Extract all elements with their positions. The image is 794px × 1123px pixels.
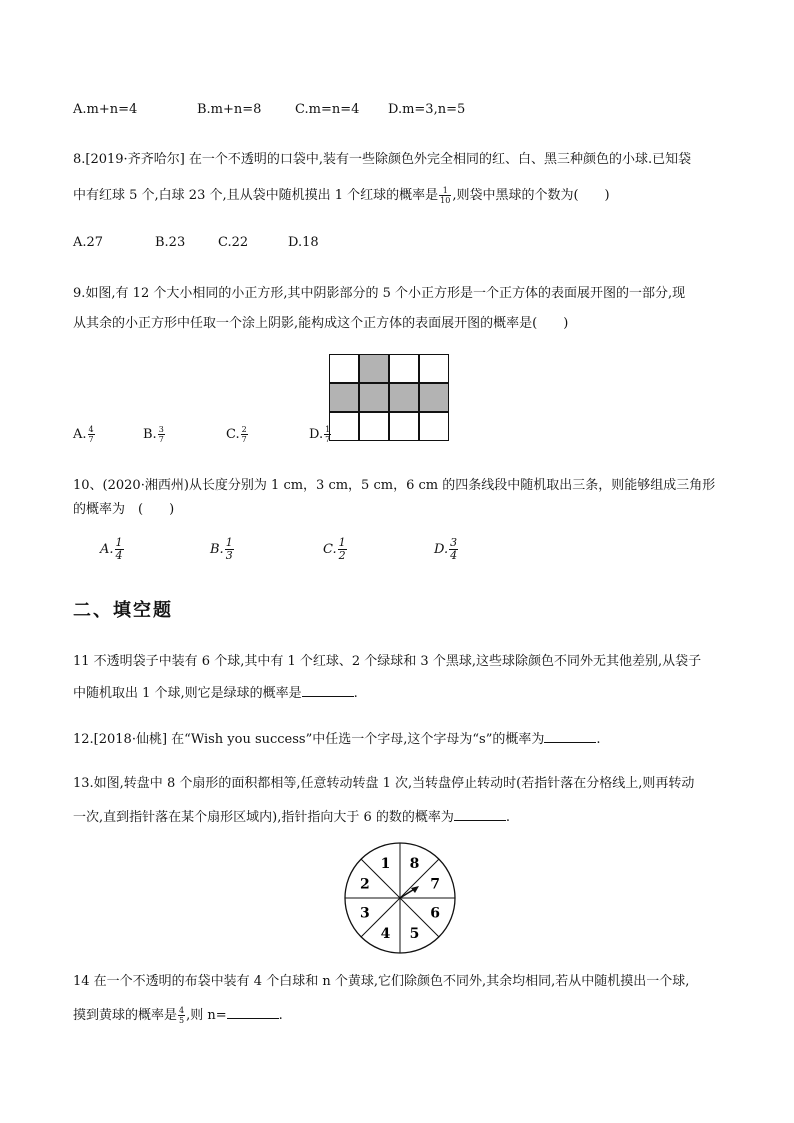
q9-option-c	[226, 425, 249, 444]
q9-grid-cell-shaded	[329, 383, 359, 412]
q9-option-b-frac	[158, 425, 165, 444]
q14-frac-den: 5	[179, 1016, 185, 1025]
q10-line2: 的概率为 ( )	[73, 502, 175, 517]
q9-option-a-label: A.	[73, 427, 87, 442]
q10-option-d-frac	[449, 537, 458, 562]
q8-line2-text: 中有红球 5 个,白球 23 个,且从袋中随机摸出 1 个红球的概率是	[73, 188, 439, 203]
q9-a-den: 7	[88, 435, 94, 444]
q9-grid-cell	[389, 354, 419, 383]
q9-grid-cell-shaded	[389, 383, 419, 412]
q9-b-num: 3	[158, 425, 164, 434]
q11-answer-blank[interactable]	[302, 684, 354, 697]
q13-line2	[73, 806, 510, 825]
q9-option-d-frac	[324, 425, 331, 444]
spinner-number: 3	[360, 905, 370, 922]
q13-end: .	[505, 810, 511, 825]
q8-fraction	[439, 186, 451, 205]
q8-option-a: A.27	[73, 235, 104, 250]
q7-option-a: A.m+n=4	[73, 102, 138, 117]
q12-end: .	[596, 732, 601, 747]
section-heading: 二、填空题	[73, 600, 173, 621]
q10-b-den: 3	[225, 549, 233, 562]
q9-option-d	[309, 425, 332, 444]
q8-line1: 8.[2019·齐齐哈尔] 在一个不透明的口袋中,装有一些除颜色外完全相同的红、白、黑三种颜色的小球.已知袋	[73, 152, 692, 167]
q10-c-den: 2	[338, 549, 346, 562]
spinner-number: 1	[380, 855, 391, 872]
q10-d-den: 4	[450, 549, 458, 562]
q8-line2	[73, 184, 610, 205]
spinner-number: 2	[360, 876, 370, 893]
spinner-number: 8	[409, 855, 420, 872]
q9-option-a-frac	[88, 425, 95, 444]
q10-c-num: 1	[338, 536, 346, 549]
q8-option-c: C.22	[218, 235, 249, 250]
q12-text: 12.[2018·仙桃] 在“Wish you success”中任选一个字母,这个字母为“s”的概率为	[73, 732, 545, 747]
spinner-number: 4	[380, 926, 391, 943]
q9-grid-cell	[419, 354, 449, 383]
q9-option-a	[73, 425, 96, 444]
q10-option-c-frac	[338, 537, 347, 562]
q10-option-c	[323, 537, 348, 562]
q11-line2-text: 中随机取出 1 个球,则它是绿球的概率是	[73, 686, 302, 701]
q10-option-c-label: C.	[323, 542, 337, 557]
q10-option-b-label: B.	[210, 542, 224, 557]
q10-option-b	[210, 537, 235, 562]
q8-option-d: D.18	[288, 235, 319, 250]
q9-line1: 9.如图,有 12 个大小相同的小正方形,其中阴影部分的 5 个小正方形是一个正方体的表面展开图的一部分,现	[73, 286, 686, 301]
q11-line1: 11 不透明袋子中装有 6 个球,其中有 1 个红球、2 个绿球和 3 个黑球,这些球除颜色不同外无其他差别,从袋子	[73, 654, 702, 669]
q9-option-c-frac	[241, 425, 248, 444]
q9-grid-cell-shaded	[359, 354, 389, 383]
q9-grid-cell	[389, 412, 419, 441]
q10-option-a	[100, 537, 125, 562]
q14-line2-tail: ,则 n=	[186, 1008, 227, 1023]
q10-option-a-frac	[115, 537, 124, 562]
q7-option-d: D.m=3,n=5	[388, 102, 466, 117]
q10-option-d	[434, 537, 459, 562]
q14-line1	[73, 970, 689, 989]
q9-grid-cell	[329, 412, 359, 441]
q13-line1: 13.如图,转盘中 8 个扇形的面积都相等,任意转动转盘 1 次,当转盘停止转动时(若指针落在分格线上,则再转动	[73, 776, 695, 791]
q9-option-b	[143, 425, 166, 444]
q9-line2: 从其余的小正方形中任取一个涂上阴影,能构成这个正方体的表面展开图的概率是( )	[73, 316, 569, 331]
q9-grid-cell-shaded	[419, 383, 449, 412]
q9-grid-cell-shaded	[359, 383, 389, 412]
q9-c-num: 2	[241, 425, 247, 434]
q9-option-c-label: C.	[226, 427, 240, 442]
q9-grid-figure	[329, 354, 449, 442]
q7-option-b: B.m+n=8	[197, 102, 262, 117]
q10-line1: 10、(2020·湘西州)从长度分别为 1 cm，3 cm，5 cm，6 cm 的四条线段中随机取出三条，则能够组成三角形	[73, 478, 716, 493]
spinner-number: 5	[409, 926, 420, 943]
q9-option-d-label: D.	[309, 427, 324, 442]
q10-b-num: 1	[225, 536, 233, 549]
q9-option-b-label: B.	[143, 427, 157, 442]
q10-option-d-label: D.	[434, 542, 449, 557]
q9-b-den: 7	[158, 435, 164, 444]
q14-line1-text: 14 在一个不透明的布袋中装有 4 个白球和 n 个黄球,它们除颜色不同外,其余均相同,若从中随机摸出一个球,	[73, 974, 690, 989]
q13-spinner-figure	[340, 838, 460, 958]
q13-answer-blank[interactable]	[454, 808, 506, 821]
q9-c-den: 7	[241, 435, 247, 444]
q9-d-den: 7	[325, 435, 331, 444]
q14-answer-blank[interactable]	[227, 1006, 279, 1019]
q10-option-b-frac	[225, 537, 234, 562]
q14-frac-num: 4	[179, 1006, 185, 1015]
q13-line2-text: 一次,直到指针落在某个扇形区域内),指针指向大于 6 的数的概率为	[73, 810, 454, 825]
q14-line2	[73, 1004, 283, 1025]
q8-frac-num: 1	[439, 186, 451, 196]
q12-line1	[73, 728, 600, 747]
q7-option-c: C.m=n=4	[295, 102, 360, 117]
q14-line2-text: 摸到黄球的概率是	[73, 1008, 178, 1023]
q9-grid-cell	[419, 412, 449, 441]
q12-answer-blank[interactable]	[544, 730, 596, 743]
q9-grid-cell	[329, 354, 359, 383]
q10-a-num: 1	[115, 536, 123, 549]
spinner-number: 7	[430, 876, 440, 893]
q8-option-b: B.23	[155, 235, 186, 250]
q9-a-num: 4	[88, 425, 94, 434]
q11-line2	[73, 682, 358, 701]
q8-line2-tail: ,则袋中黑球的个数为( )	[452, 188, 610, 203]
q14-end: .	[278, 1008, 283, 1023]
q9-grid-cell	[359, 412, 389, 441]
q9-d-num: 1	[325, 425, 331, 434]
q14-fraction	[178, 1006, 185, 1025]
q8-frac-den: 10	[440, 196, 451, 205]
q10-option-a-label: A.	[100, 542, 114, 557]
q10-a-den: 4	[115, 549, 123, 562]
spinner-number: 6	[430, 905, 440, 922]
q11-end: .	[353, 686, 358, 701]
q10-d-num: 3	[450, 536, 458, 549]
